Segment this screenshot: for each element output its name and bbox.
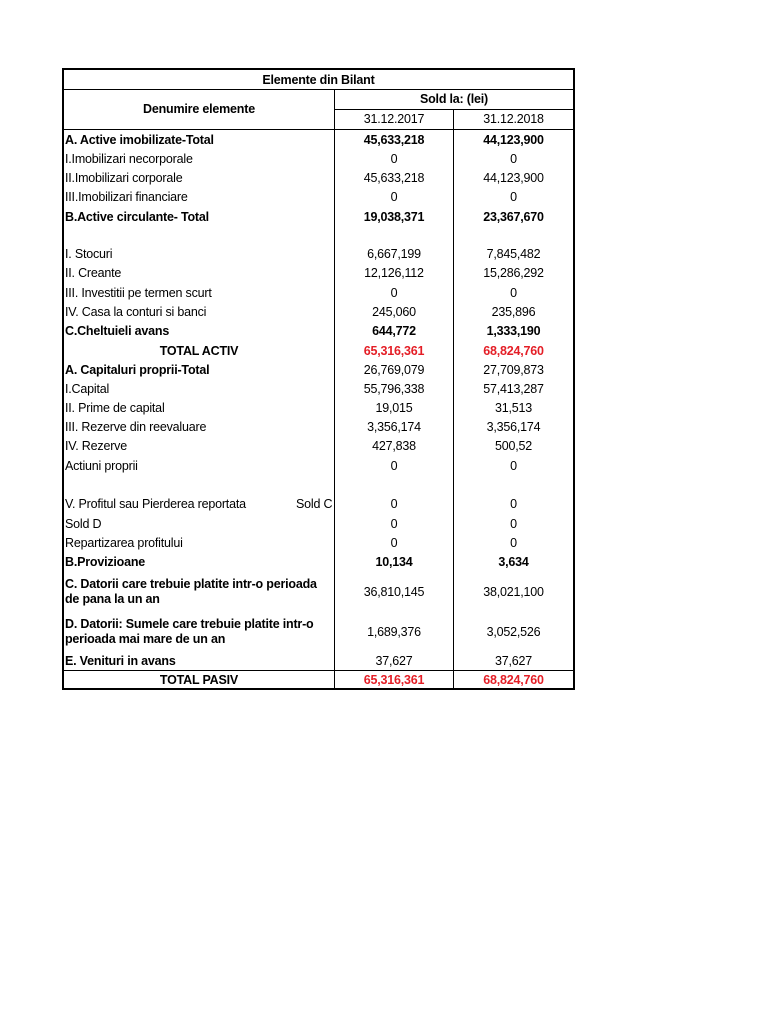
row-label: I.Capital <box>65 382 110 396</box>
value-2018: 0 <box>510 536 517 550</box>
value-2018: 57,413,287 <box>483 382 544 396</box>
row-label: B.Active circulante- Total <box>65 210 209 224</box>
value-2018: 44,123,900 <box>483 133 544 147</box>
row-label: III.Imobilizari financiare <box>65 190 188 204</box>
value-2017: 45,633,218 <box>363 133 425 147</box>
value-2018: 68,824,760 <box>483 673 544 687</box>
value-2018: 3,634 <box>498 555 529 569</box>
header-name-col: Denumire elemente <box>143 102 255 116</box>
value-2018: 38,021,100 <box>483 585 544 599</box>
row-label: Sold D <box>65 517 102 531</box>
value-2017: 644,772 <box>372 324 416 338</box>
row-label: III. Investitii pe termen scurt <box>65 286 212 300</box>
row-label: B.Provizioane <box>65 555 146 569</box>
balance-sheet-table <box>62 68 575 690</box>
row-label: II. Prime de capital <box>65 401 165 415</box>
value-2017: 55,796,338 <box>363 382 425 396</box>
value-2018: 235,896 <box>491 305 536 319</box>
value-2017: 3,356,174 <box>367 420 421 434</box>
value-2018: 37,627 <box>494 654 533 668</box>
value-2017: 36,810,145 <box>363 585 425 599</box>
value-2017: 65,316,361 <box>363 344 425 358</box>
row-label: IV. Casa la conturi si banci <box>65 305 207 319</box>
value-2018: 1,333,190 <box>486 324 541 338</box>
value-2017: 10,134 <box>375 555 413 569</box>
value-2017: 19,015 <box>375 401 413 415</box>
value-2017: 65,316,361 <box>363 673 425 687</box>
value-2017: 427,838 <box>372 439 416 453</box>
value-2018: 0 <box>510 517 517 531</box>
value-2017: 19,038,371 <box>363 210 425 224</box>
row-label: A. Active imobilizate-Total <box>65 133 214 147</box>
header-date-2017: 31.12.2017 <box>363 112 425 126</box>
value-2017: 0 <box>390 497 398 511</box>
row-label: I.Imobilizari necorporale <box>65 152 193 166</box>
divider <box>64 670 573 671</box>
row-label: D. Datorii: Sumele care trebuie platite intr-o perioada mai mare de un an <box>65 617 314 646</box>
value-2018: 0 <box>510 152 517 166</box>
value-2018: 0 <box>510 459 517 473</box>
value-2018: 23,367,670 <box>483 210 544 224</box>
value-2017: 245,060 <box>372 305 416 319</box>
row-label: V. Profitul sau Pierderea reportata <box>65 497 246 511</box>
value-2018: 27,709,873 <box>483 363 544 377</box>
table-title: Elemente din Bilant <box>262 73 375 87</box>
value-2018: 3,356,174 <box>486 420 541 434</box>
value-2018: 3,052,526 <box>486 625 541 639</box>
value-2018: 7,845,482 <box>486 247 541 261</box>
header-date-2018: 31.12.2018 <box>483 112 544 126</box>
row-label: C.Cheltuieli avans <box>65 324 170 338</box>
row-label: II.Imobilizari corporale <box>65 171 183 185</box>
row-label: II. Creante <box>65 266 122 280</box>
value-2017: 26,769,079 <box>363 363 425 377</box>
row-label: TOTAL ACTIV <box>159 344 239 358</box>
value-2018: 500,52 <box>494 439 533 453</box>
value-2017: 0 <box>390 286 398 300</box>
value-2018: 44,123,900 <box>483 171 544 185</box>
value-2017: 1,689,376 <box>367 625 421 639</box>
value-2017: 6,667,199 <box>367 247 421 261</box>
value-2017: 45,633,218 <box>363 171 425 185</box>
value-2018: 0 <box>510 190 517 204</box>
row-label: A. Capitaluri proprii-Total <box>65 363 210 377</box>
row-label: TOTAL PASIV <box>159 673 239 687</box>
value-2017: 12,126,112 <box>364 266 424 280</box>
row-label: IV. Rezerve <box>65 439 127 453</box>
value-2018: 0 <box>510 286 517 300</box>
row-label: Actiuni proprii <box>65 459 138 473</box>
value-2018: 15,286,292 <box>483 266 544 280</box>
value-2017: 0 <box>390 536 398 550</box>
value-2018: 31,513 <box>494 401 533 415</box>
value-2017: 0 <box>390 152 398 166</box>
row-extra-label: Sold C <box>296 497 333 511</box>
divider <box>64 129 573 130</box>
value-2018: 0 <box>510 497 517 511</box>
value-2017: 0 <box>390 517 398 531</box>
value-2017: 37,627 <box>375 654 413 668</box>
value-2017: 0 <box>390 190 398 204</box>
row-label: I. Stocuri <box>65 247 113 261</box>
value-2018: 68,824,760 <box>483 344 544 358</box>
value-2017: 0 <box>390 459 398 473</box>
header-sold: Sold la: (lei) <box>419 92 489 106</box>
row-label: C. Datorii care trebuie platite intr-o perioada de pana la un an <box>65 577 317 606</box>
row-label: Repartizarea profitului <box>65 536 183 550</box>
row-label: E. Venituri in avans <box>65 654 176 668</box>
row-label: III. Rezerve din reevaluare <box>65 420 207 434</box>
